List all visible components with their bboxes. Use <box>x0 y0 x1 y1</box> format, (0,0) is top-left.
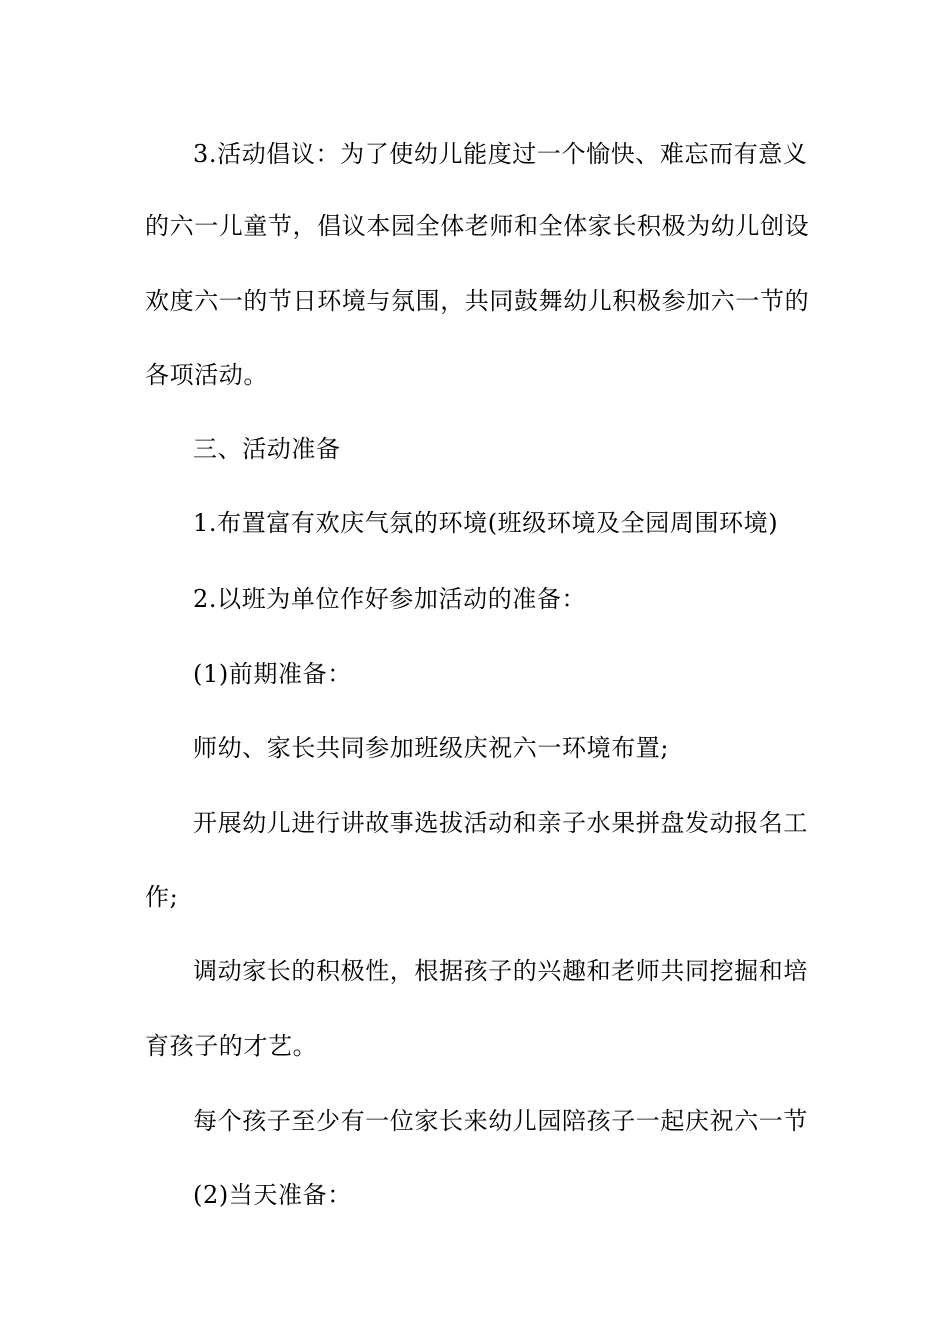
subheading-early-preparation: (1)前期准备： <box>193 660 352 688</box>
paragraph-activity-proposal-line-2: 的六一儿童节，倡议本园全体老师和全体家长积极为幼儿创设 <box>145 212 810 240</box>
section-heading-preparation: 三、活动准备 <box>193 435 341 463</box>
list-item-class-preparation: 2.以班为单位作好参加活动的准备： <box>193 585 587 613</box>
paragraph-activity-proposal-line-4: 各项活动。 <box>145 361 268 389</box>
paragraph-storytelling-line-2: 作; <box>145 883 179 911</box>
paragraph-parents-line-1: 调动家长的积极性，根据孩子的兴趣和老师共同挖掘和培 <box>193 957 808 985</box>
subheading-day-preparation: (2)当天准备： <box>193 1181 352 1209</box>
paragraph-decoration: 师幼、家长共同参加班级庆祝六一环境布置; <box>193 734 670 762</box>
list-item-environment: 1.布置富有欢庆气氛的环境(班级环境及全园周围环境) <box>193 509 779 537</box>
paragraph-activity-proposal-line-3: 欢度六一的节日环境与氛围，共同鼓舞幼儿积极参加六一节的 <box>145 287 810 315</box>
paragraph-activity-proposal-line-1: 3.活动倡议：为了使幼儿能度过一个愉快、难忘而有意义 <box>193 140 808 168</box>
paragraph-storytelling-line-1: 开展幼儿进行讲故事选拔活动和亲子水果拼盘发动报名工 <box>193 809 808 837</box>
paragraph-parents-line-2: 育孩子的才艺。 <box>145 1032 318 1060</box>
paragraph-parent-attendance: 每个孩子至少有一位家长来幼儿园陪孩子一起庆祝六一节 <box>193 1107 808 1135</box>
